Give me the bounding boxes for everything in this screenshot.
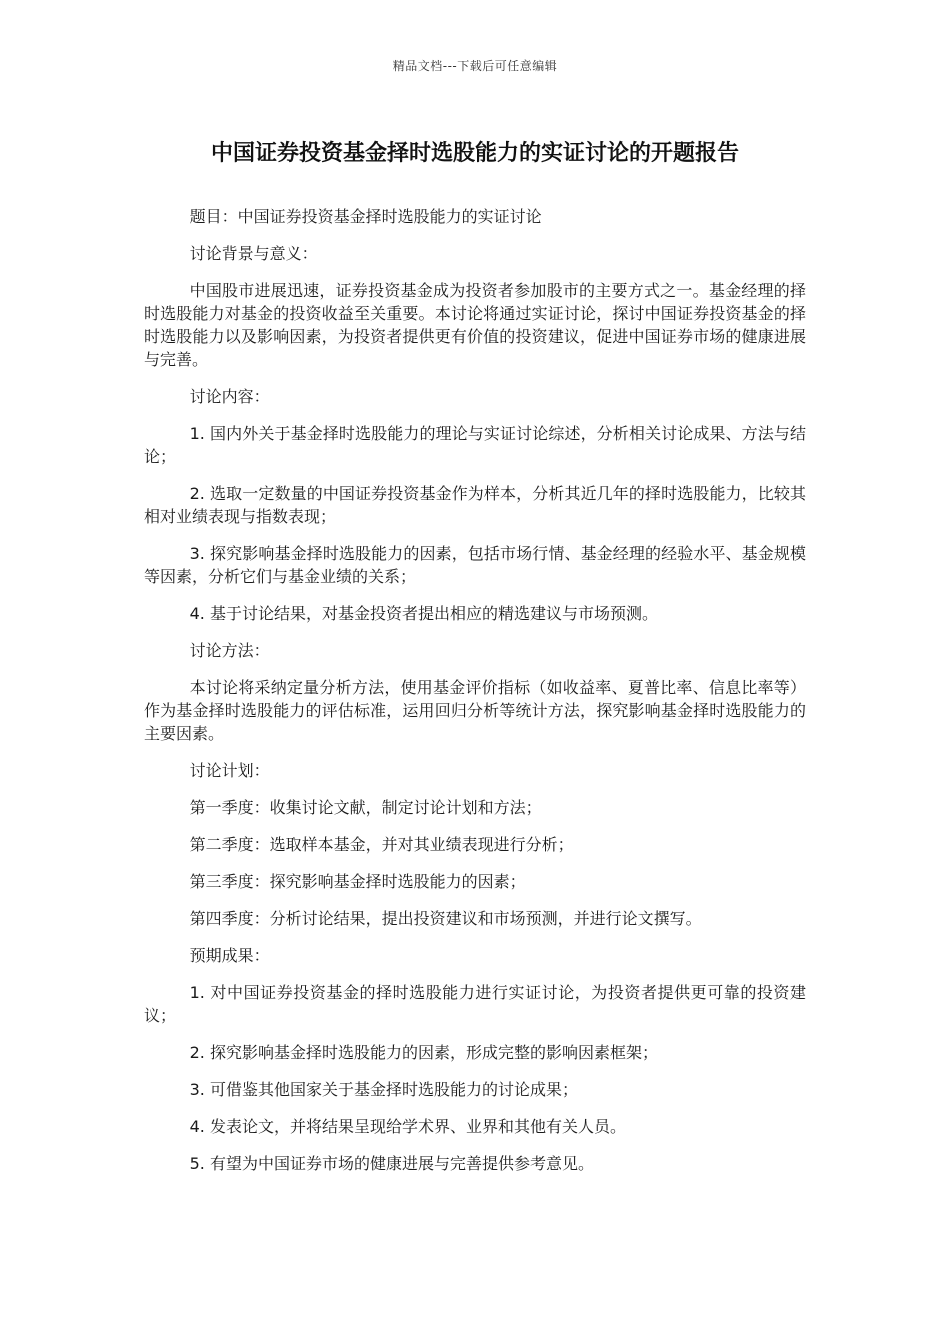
outcome-item: 5. 有望为中国证券市场的健康进展与完善提供参考意见。 — [189, 1154, 594, 1173]
paragraph-topic: 题目：中国证券投资基金择时选股能力的实证讨论 — [189, 207, 542, 226]
plan-item: 第四季度：分析讨论结果，提出投资建议和市场预测，并进行论文撰写。 — [189, 909, 702, 928]
heading-background: 讨论背景与意义： — [189, 244, 318, 263]
outcome-item: 4. 发表论文，并将结果呈现给学术界、业界和其他有关人员。 — [189, 1117, 626, 1136]
document-body — [144, 205, 806, 1189]
header-watermark: 精品文档---下载后可任意编辑 — [392, 59, 558, 73]
outcome-item: 1. 对中国证券投资基金的择时选股能力进行实证讨论，为投资者提供更可靠的投资建议； — [144, 983, 806, 1025]
plan-item: 第二季度：选取样本基金，并对其业绩表现进行分析； — [189, 835, 574, 854]
heading-content: 讨论内容： — [189, 387, 270, 406]
paragraph-background: 中国股市进展迅速，证券投资基金成为投资者参加股市的主要方式之一。基金经理的择时选股能力对基金的投资收益至关重要。本讨论将通过实证讨论，探讨中国证券投资基金的择时选股能力以及影响因素，为投资者提供更有价值的投资建议，促进中国证券市场的健康进展与完善。 — [144, 281, 806, 369]
outcome-item: 3. 可借鉴其他国家关于基金择时选股能力的讨论成果； — [189, 1080, 578, 1099]
plan-item: 第三季度：探究影响基金择时选股能力的因素； — [189, 872, 526, 891]
plan-item: 第一季度：收集讨论文献，制定讨论计划和方法； — [189, 798, 542, 817]
content-item: 3. 探究影响基金择时选股能力的因素，包括市场行情、基金经理的经验水平、基金规模等因素，分析它们与基金业绩的关系； — [144, 544, 806, 586]
content-item: 4. 基于讨论结果，对基金投资者提出相应的精选建议与市场预测。 — [189, 604, 658, 623]
heading-plan: 讨论计划： — [189, 761, 270, 780]
document-title: 中国证券投资基金择时选股能力的实证讨论的开题报告 — [210, 141, 739, 166]
heading-method: 讨论方法： — [189, 641, 270, 660]
content-item: 1. 国内外关于基金择时选股能力的理论与实证讨论综述，分析相关讨论成果、方法与结论； — [144, 424, 806, 466]
outcome-item: 2. 探究影响基金择时选股能力的因素，形成完整的影响因素框架； — [189, 1043, 658, 1062]
paragraph-method: 本讨论将采纳定量分析方法，使用基金评价指标（如收益率、夏普比率、信息比率等）作为基金择时选股能力的评估标准，运用回归分析等统计方法，探究影响基金择时选股能力的主要因素。 — [144, 678, 806, 743]
content-item: 2. 选取一定数量的中国证券投资基金作为样本，分析其近几年的择时选股能力，比较其相对业绩表现与指数表现； — [144, 484, 806, 526]
heading-outcomes: 预期成果： — [189, 946, 270, 965]
